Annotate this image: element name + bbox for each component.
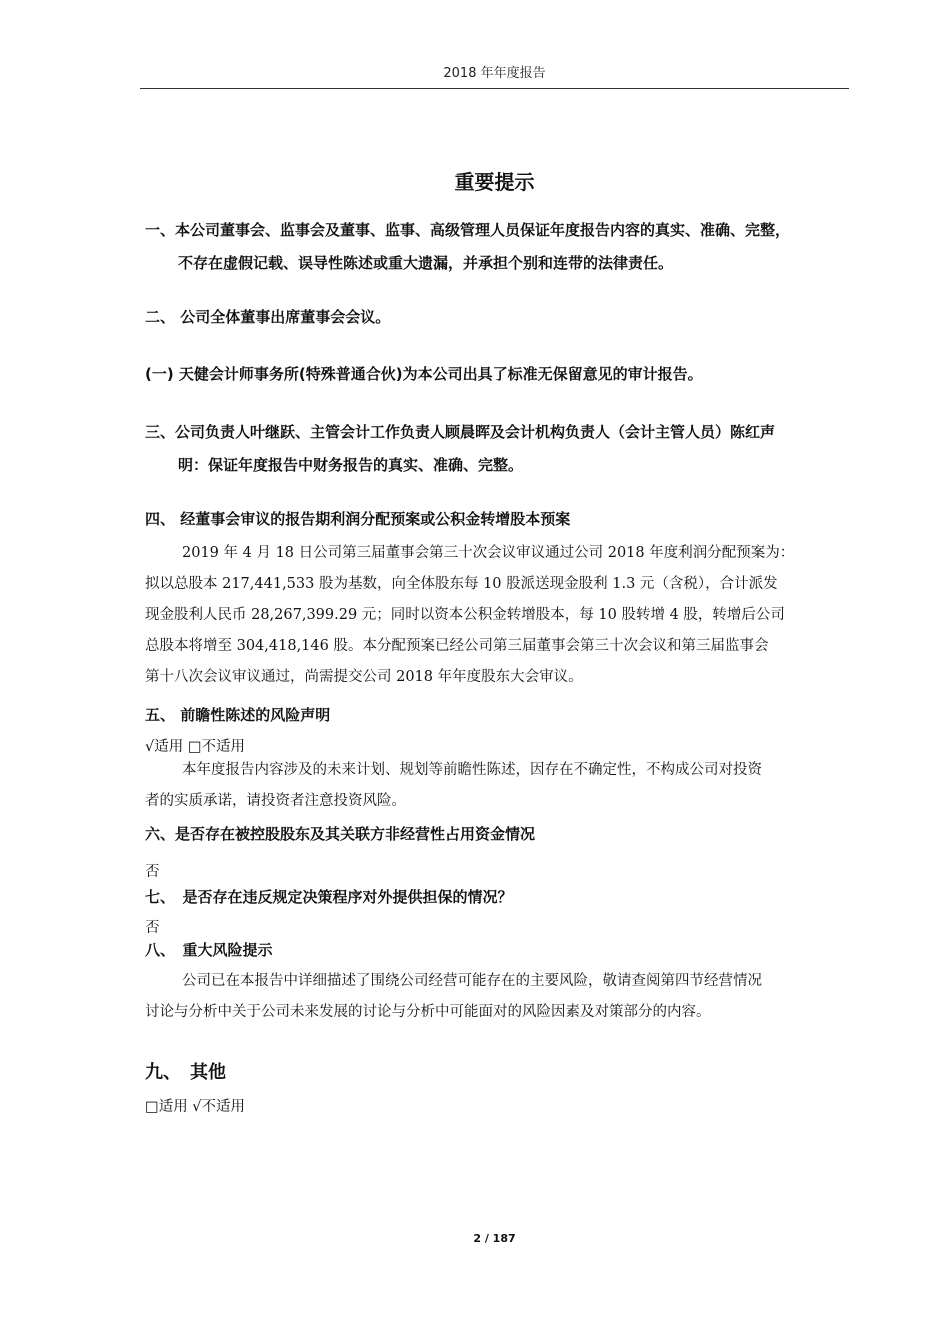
- section-6-answer: 否: [145, 864, 160, 880]
- page-title: 重要提示: [454, 170, 535, 194]
- section-8-heading: 八、 重大风险提示: [145, 941, 273, 959]
- section-4-paragraph-line-1: 2019 年 4 月 18 日公司第三届董事会第三十次会议审议通过公司 2018 年度利润分配预案为：: [182, 545, 795, 561]
- running-header: 2018 年年度报告: [443, 66, 546, 81]
- section-5-applicability: √适用 □不适用: [145, 739, 246, 755]
- section-1-line-2: 不存在虚假记载、误导性陈述或重大遗漏，并承担个别和连带的法律责任。: [178, 254, 674, 272]
- section-5-paragraph-line-1: 本年度报告内容涉及的未来计划、规划等前瞻性陈述，因存在不确定性，不构成公司对投资: [182, 762, 762, 778]
- section-1-line-1: 一、本公司董事会、监事会及董事、监事、高级管理人员保证年度报告内容的真实、准确、完整，: [145, 221, 791, 239]
- section-4-paragraph-line-2: 拟以总股本 217,441,533 股为基数，向全体股东每 10 股派送现金股利 1.3 元（含税），合计派发: [145, 576, 778, 592]
- section-3-line-2: 明：保证年度报告中财务报告的真实、准确、完整。: [178, 456, 524, 474]
- section-6-heading: 六、是否存在被控股股东及其关联方非经营性占用资金情况: [145, 825, 536, 843]
- page-number: 2 / 187: [473, 1232, 516, 1245]
- section-4-paragraph-line-3: 现金股利人民币 28,267,399.29 元；同时以资本公积金转增股本，每 10 股转增 4 股，转增后公司: [145, 607, 785, 623]
- section-2-sub-1: (一) 天健会计师事务所(特殊普通合伙)为本公司出具了标准无保留意见的审计报告。: [145, 365, 703, 383]
- section-8-paragraph-line-2: 讨论与分析中关于公司未来发展的讨论与分析中可能面对的风险因素及对策部分的内容。: [145, 1004, 711, 1020]
- section-2: 二、 公司全体董事出席董事会会议。: [145, 308, 391, 326]
- section-9-heading: 九、 其他: [145, 1062, 226, 1083]
- header-divider: [140, 88, 849, 89]
- section-8-paragraph-line-1: 公司已在本报告中详细描述了围绕公司经营可能存在的主要风险，敬请查阅第四节经营情况: [182, 973, 762, 989]
- section-4-paragraph-line-4: 总股本将增至 304,418,146 股。本分配预案已经公司第三届董事会第三十次会议和第三届监事会: [145, 638, 769, 654]
- section-7-heading: 七、 是否存在违反规定决策程序对外提供担保的情况？: [145, 888, 513, 906]
- section-4-heading: 四、 经董事会审议的报告期利润分配预案或公积金转增股本预案: [145, 510, 571, 528]
- section-7-answer: 否: [145, 920, 160, 936]
- section-5-paragraph-line-2: 者的实质承诺，请投资者注意投资风险。: [145, 793, 406, 809]
- section-9-applicability: □适用 √不适用: [145, 1099, 246, 1115]
- section-3-line-1: 三、公司负责人叶继跃、主管会计工作负责人顾晨晖及会计机构负责人（会计主管人员）陈红声: [145, 423, 776, 441]
- section-4-paragraph-line-5: 第十八次会议审议通过，尚需提交公司 2018 年年度股东大会审议。: [145, 669, 583, 685]
- section-5-heading: 五、 前瞻性陈述的风险声明: [145, 706, 331, 724]
